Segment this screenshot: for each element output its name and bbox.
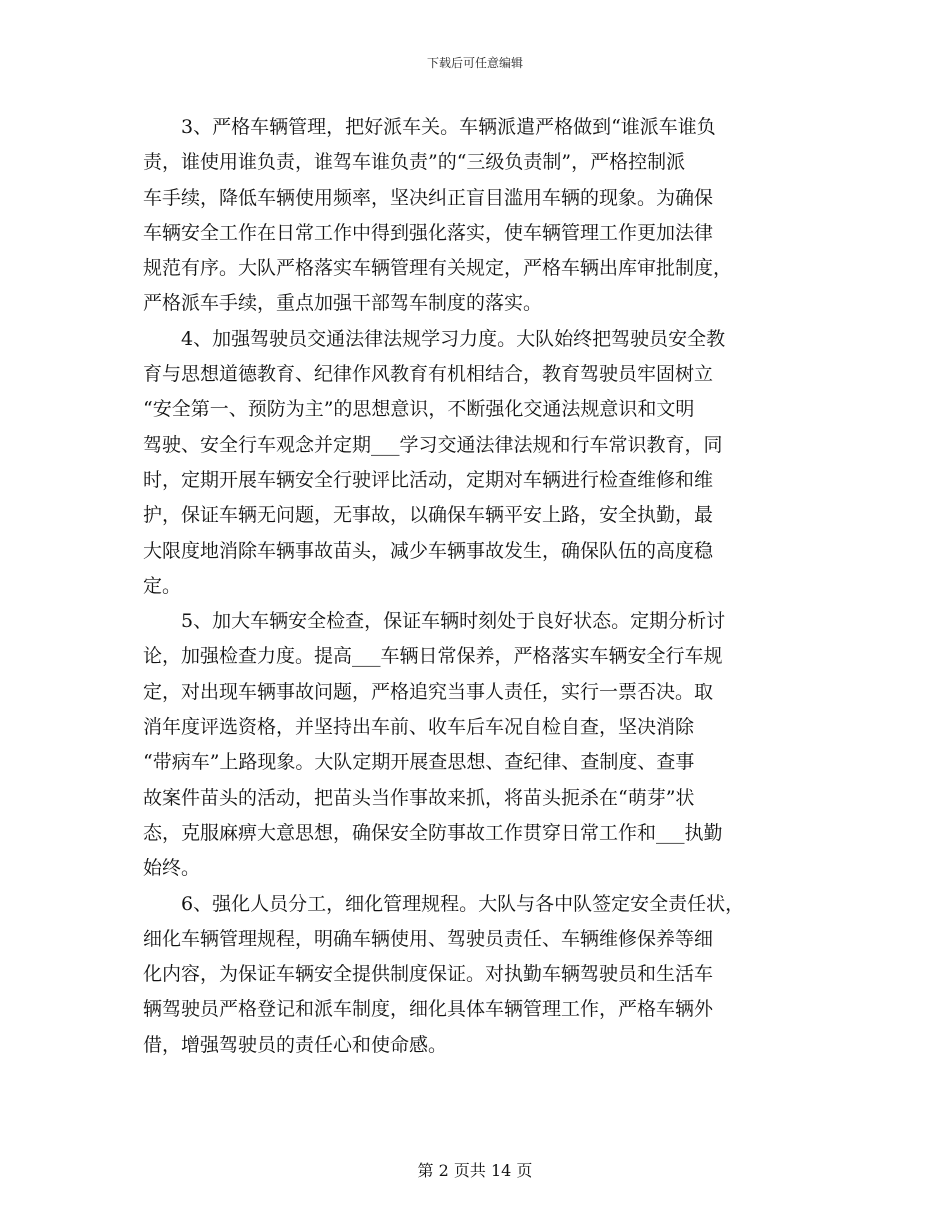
text-line: 驾驶、安全行车观念并定期___学习交通法律法规和行车常识教育，同 — [143, 433, 723, 456]
text-line: 护，保证车辆无问题，无事故，以确保车辆平安上路，安全执勤，最 — [143, 504, 714, 527]
text-line: 借，增强驾驶员的责任心和使命感。 — [143, 1033, 448, 1056]
text-line: “带病车”上路现象。大队定期开展查思想、查纪律、查制度、查事 — [143, 751, 695, 774]
text-line: 3、严格车辆管理，把好派车关。车辆派遣严格做到“谁派车谁负 — [181, 116, 716, 138]
text-line: “安全第一、预防为主”的思想意识，不断强化交通法规意识和文明 — [143, 398, 695, 421]
text-line: 故案件苗头的活动，把苗头当作事故来抓，将苗头扼杀在“萌芽”状 — [143, 786, 695, 809]
text-line: 定。 — [143, 574, 182, 597]
document-body — [143, 110, 815, 1063]
text-line: 规范有序。大队严格落实车辆管理有关规定，严格车辆出库审批制度， — [143, 257, 733, 280]
text-line: 时，定期开展车辆安全行驶评比活动，定期对车辆进行检查维修和维 — [143, 468, 714, 491]
text-line: 严格派车手续，重点加强干部驾车制度的落实。 — [143, 292, 543, 315]
text-line: 始终。 — [143, 857, 201, 880]
text-line: 定，对出现车辆事故问题，严格追究当事人责任，实行一票否决。取 — [143, 680, 714, 703]
text-line: 4、加强驾驶员交通法律法规学习力度。大队始终把驾驶员安全教 — [181, 327, 726, 350]
text-line: 大限度地消除车辆事故苗头，减少车辆事故发生，确保队伍的高度稳 — [143, 539, 714, 562]
text-line: 细化车辆管理规程，明确车辆使用、驾驶员责任、车辆维修保养等细 — [143, 927, 714, 950]
text-line: 车辆安全工作在日常工作中得到强化落实，使车辆管理工作更加法律 — [143, 221, 714, 244]
text-line: 辆驾驶员严格登记和派车制度，细化具体车辆管理工作，严格车辆外 — [143, 998, 714, 1021]
text-line: 论，加强检查力度。提高___车辆日常保养，严格落实车辆安全行车规 — [143, 645, 723, 668]
page-footer: 第 2 页共 14 页 — [417, 1161, 533, 1180]
text-line: 责，谁使用谁负责，谁驾车谁负责”的“三级负责制”，严格控制派 — [143, 151, 686, 174]
text-line: 6、强化人员分工，细化管理规程。大队与各中队签定安全责任状， — [181, 892, 745, 915]
text-line: 态，克服麻痹大意思想，确保安全防事故工作贯穿日常工作和___执勤 — [143, 821, 723, 844]
text-line: 化内容，为保证车辆安全提供制度保证。对执勤车辆驾驶员和生活车 — [143, 963, 714, 986]
text-line: 5、加大车辆安全检查，保证车辆时刻处于良好状态。定期分析讨 — [181, 610, 726, 633]
text-line: 车手续，降低车辆使用频率，坚决纠正盲目滥用车辆的现象。为确保 — [143, 186, 714, 209]
text-line: 消年度评选资格，并坚持出车前、收车后车况自检自查，坚决消除 — [143, 716, 695, 739]
page-header: 下载后可任意编辑 — [426, 56, 523, 70]
text-line: 育与思想道德教育、纪律作风教育有机相结合，教育驾驶员牢固树立 — [143, 363, 714, 386]
